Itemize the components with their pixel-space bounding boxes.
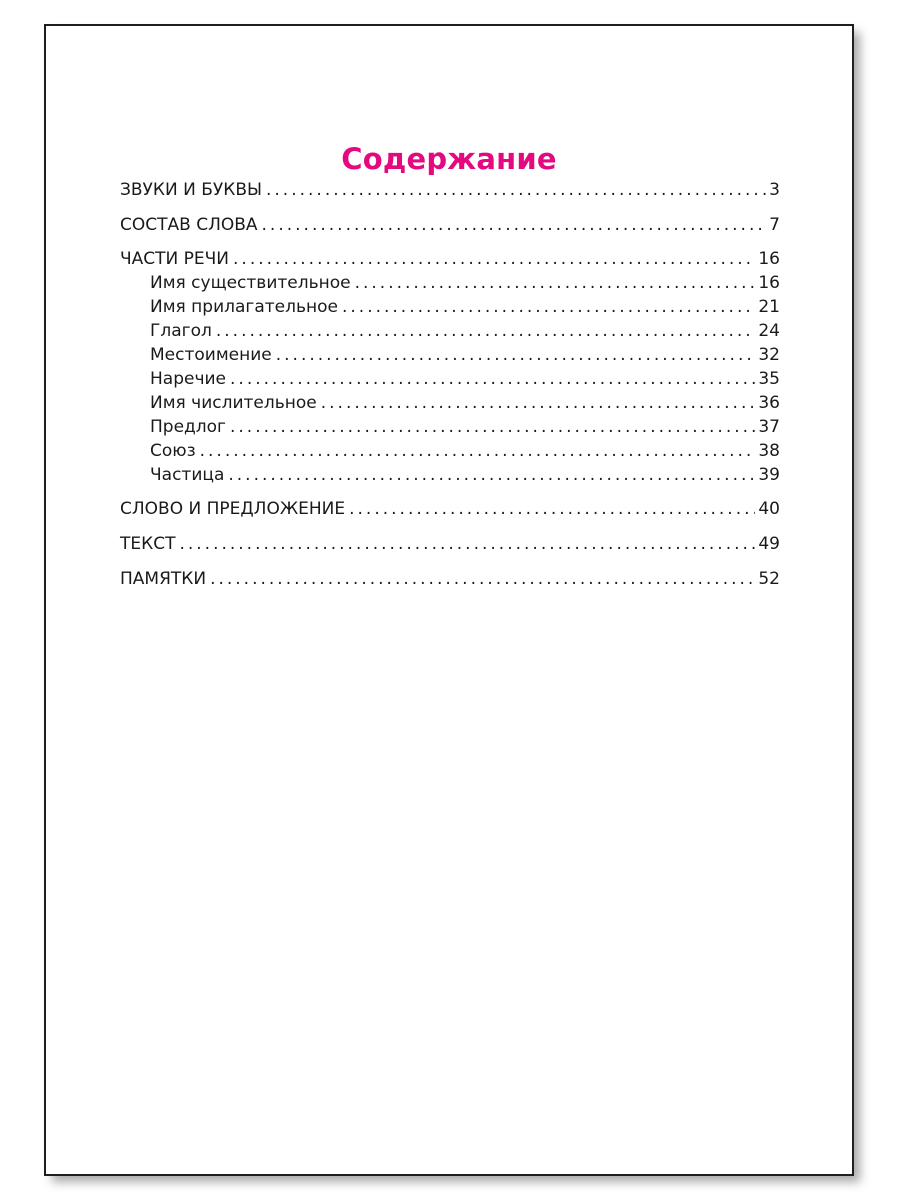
toc-entry-page: 24 bbox=[758, 321, 780, 341]
toc-subentry-numeral[interactable] bbox=[150, 392, 780, 414]
dot-leader bbox=[349, 498, 755, 520]
toc-entry-label: Имя существительное bbox=[150, 273, 351, 293]
dot-leader bbox=[266, 179, 766, 201]
toc-entry-page: 38 bbox=[758, 441, 780, 461]
toc-entry-page: 35 bbox=[758, 369, 780, 389]
document-page bbox=[44, 24, 854, 1176]
toc-entry-label: Предлог bbox=[150, 417, 226, 437]
toc-entry-page: 16 bbox=[758, 249, 780, 269]
toc-entry-label: Частица bbox=[150, 465, 225, 485]
toc-subentry-verb[interactable] bbox=[150, 320, 780, 342]
toc-entry-label: ЧАСТИ РЕЧИ bbox=[120, 249, 230, 269]
toc-entry-page: 32 bbox=[758, 345, 780, 365]
dot-leader bbox=[321, 392, 756, 414]
toc-entry-word-and-sentence[interactable] bbox=[120, 498, 780, 520]
toc-entry-page: 36 bbox=[758, 393, 780, 413]
toc-entry-parts-of-speech[interactable] bbox=[120, 248, 780, 270]
toc-entry-label: Имя прилагательное bbox=[150, 297, 338, 317]
toc-entry-reminders[interactable] bbox=[120, 568, 780, 590]
dot-leader bbox=[342, 296, 755, 318]
page-title: Содержание bbox=[341, 142, 557, 176]
dot-leader bbox=[216, 320, 756, 342]
dot-leader bbox=[200, 440, 756, 462]
toc-entry-page: 21 bbox=[758, 297, 780, 317]
toc-entry-sounds-letters[interactable] bbox=[120, 179, 780, 201]
toc-entry-label: Глагол bbox=[150, 321, 212, 341]
toc-subentry-adjective[interactable] bbox=[150, 296, 780, 318]
dot-leader bbox=[210, 568, 755, 590]
toc-entry-page: 52 bbox=[758, 569, 780, 589]
toc-subentry-conjunction[interactable] bbox=[150, 440, 780, 462]
dot-leader bbox=[262, 214, 767, 236]
toc-subentry-preposition[interactable] bbox=[150, 416, 780, 438]
toc-entry-label: ЗВУКИ И БУКВЫ bbox=[120, 180, 262, 200]
toc-entry-label: СЛОВО И ПРЕДЛОЖЕНИЕ bbox=[120, 499, 346, 519]
toc-entry-page: 49 bbox=[758, 534, 780, 554]
toc-entry-page: 16 bbox=[758, 273, 780, 293]
toc-entry-label: Союз bbox=[150, 441, 196, 461]
toc-entry-text[interactable] bbox=[120, 533, 780, 555]
toc-entry-label: Наречие bbox=[150, 369, 227, 389]
dot-leader bbox=[230, 416, 755, 438]
toc-entry-label: Имя числительное bbox=[150, 393, 317, 413]
toc-entry-label: ПАМЯТКИ bbox=[120, 569, 207, 589]
toc-entry-page: 37 bbox=[758, 417, 780, 437]
dot-leader bbox=[228, 464, 755, 486]
toc-entry-label: СОСТАВ СЛОВА bbox=[120, 215, 258, 235]
dot-leader bbox=[355, 272, 756, 294]
dot-leader bbox=[230, 368, 755, 390]
dot-leader bbox=[179, 533, 755, 555]
toc-entry-word-structure[interactable] bbox=[120, 214, 780, 236]
toc-entry-page: 40 bbox=[758, 499, 780, 519]
toc-subentry-noun[interactable] bbox=[150, 272, 780, 294]
toc-subentry-adverb[interactable] bbox=[150, 368, 780, 390]
toc-entry-page: 7 bbox=[769, 215, 780, 235]
toc-subentry-particle[interactable] bbox=[150, 464, 780, 486]
toc-entry-label: Местоимение bbox=[150, 345, 272, 365]
dot-leader bbox=[233, 248, 755, 270]
dot-leader bbox=[276, 344, 756, 366]
toc-entry-page: 39 bbox=[758, 465, 780, 485]
toc-entry-label: ТЕКСТ bbox=[120, 534, 176, 554]
toc-subentry-pronoun[interactable] bbox=[150, 344, 780, 366]
toc-entry-page: 3 bbox=[769, 180, 780, 200]
